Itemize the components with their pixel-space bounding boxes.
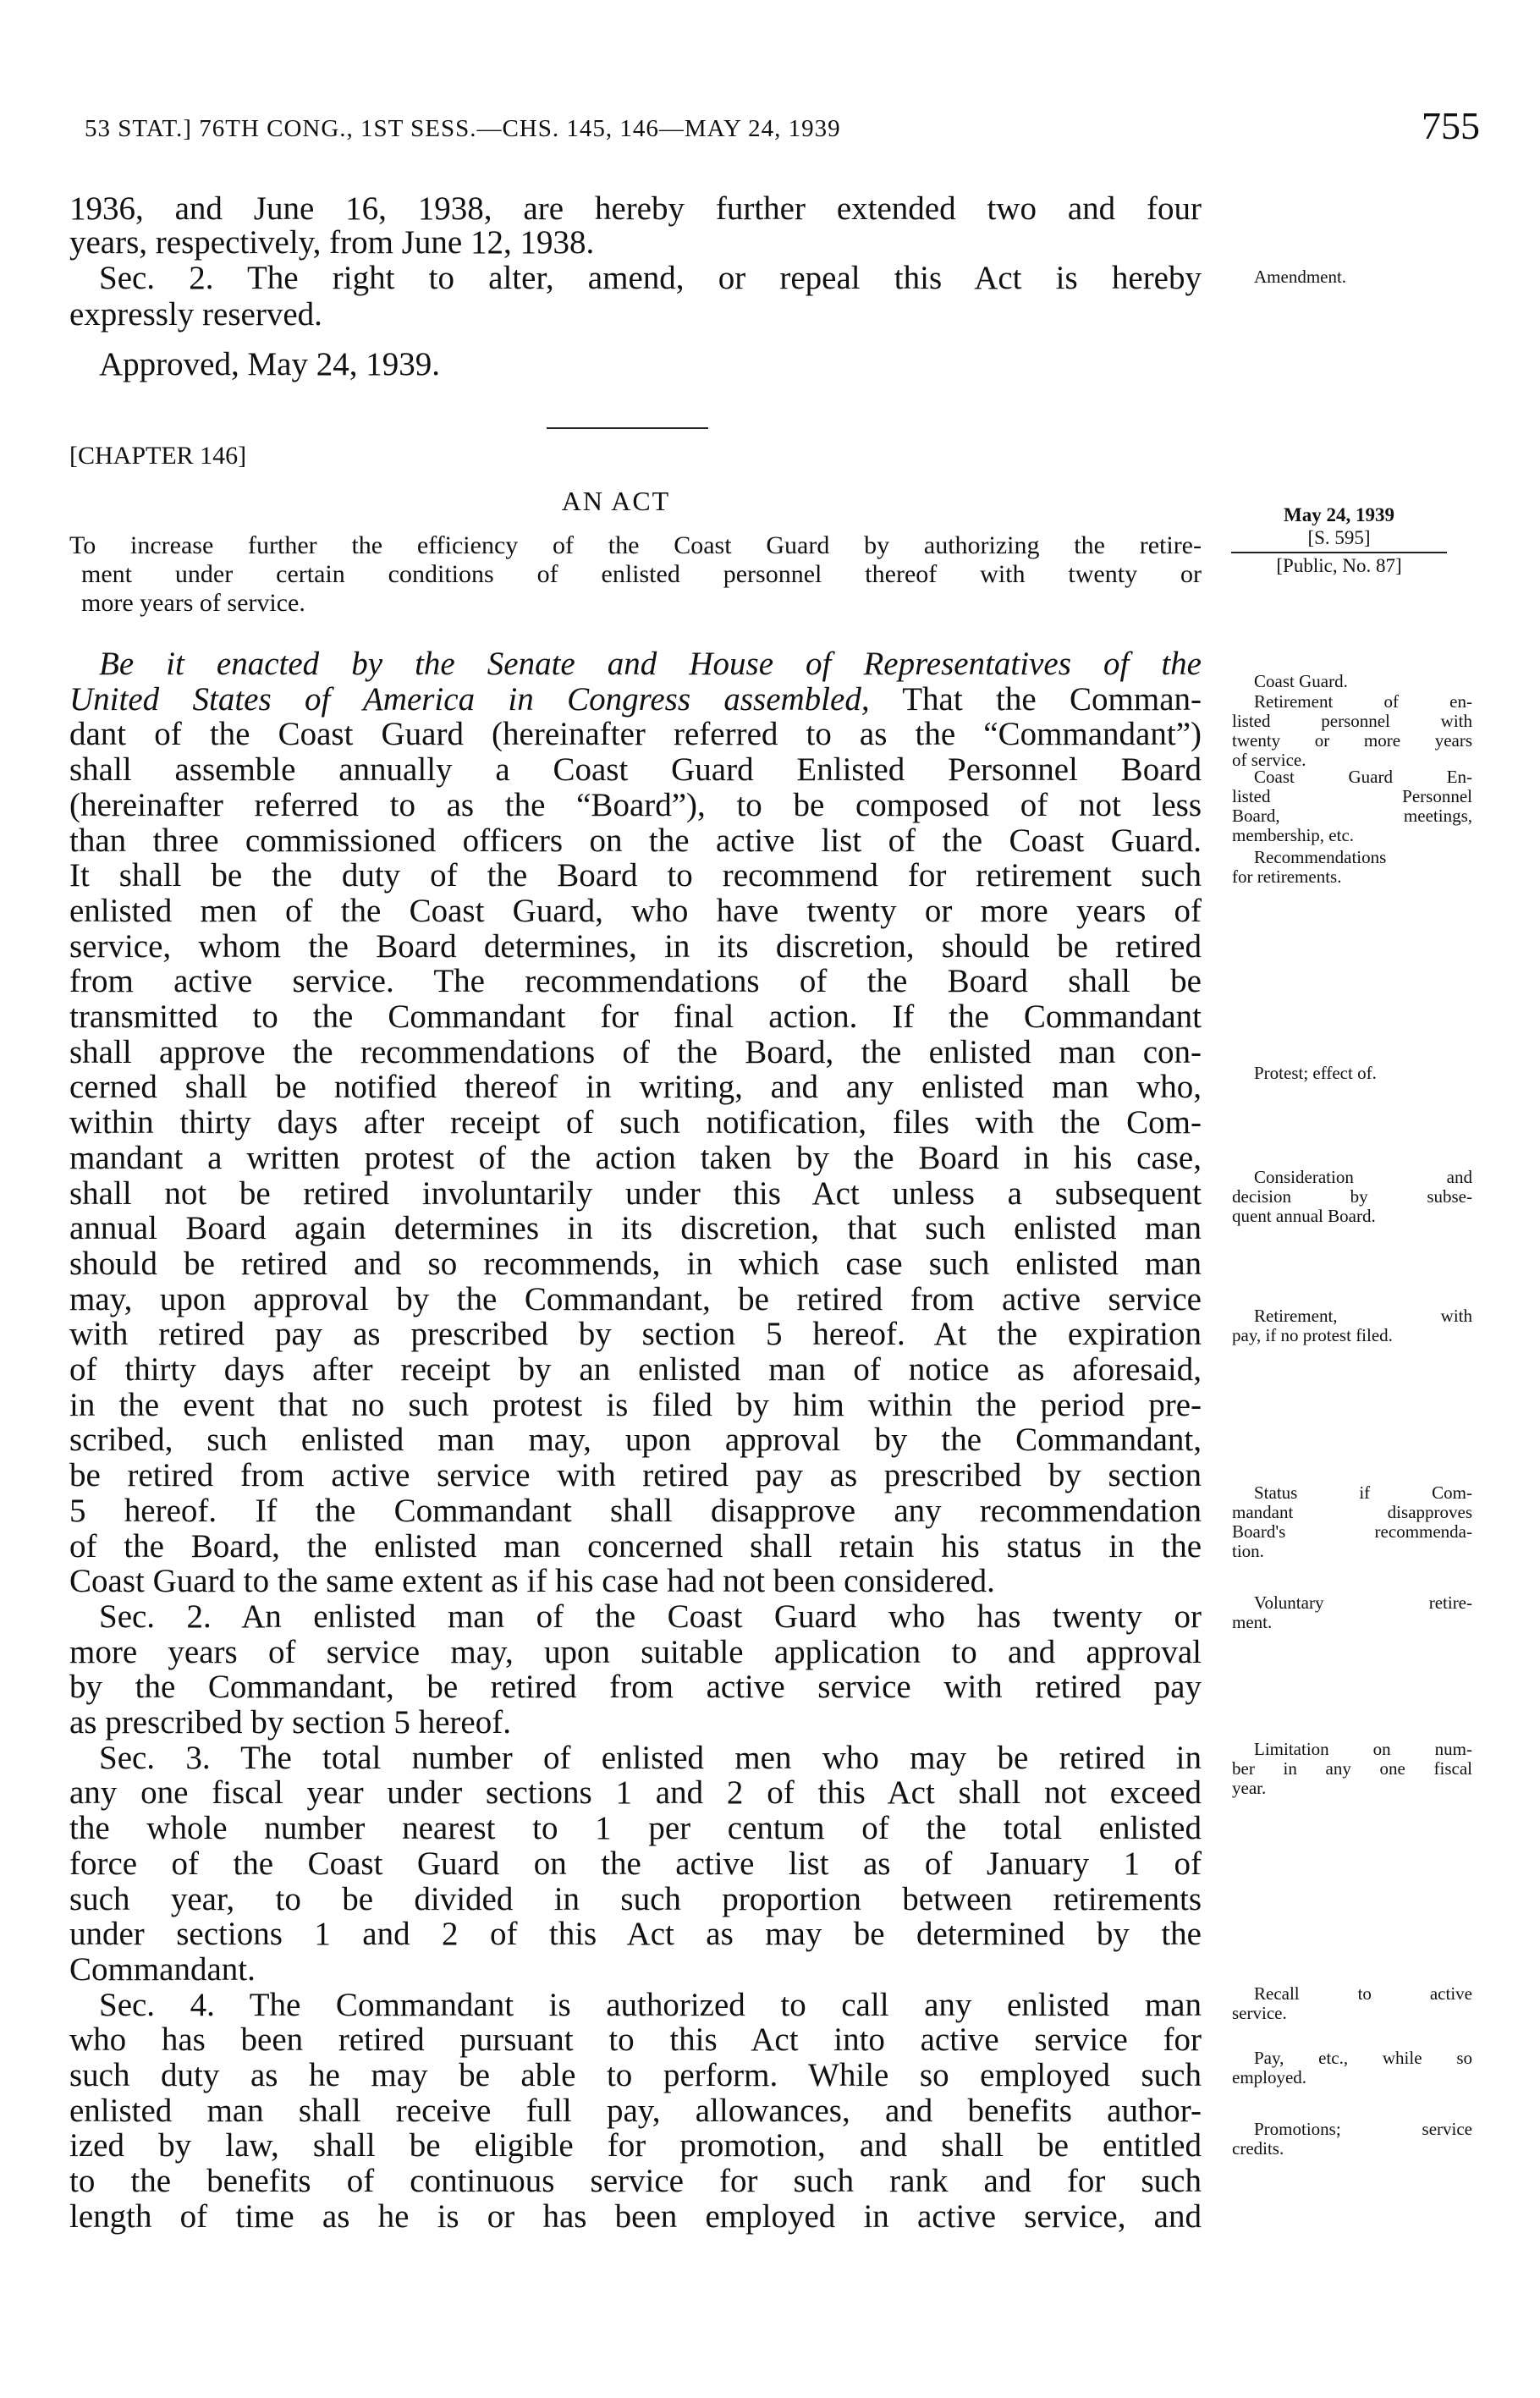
roman-text: Coast Guard to the same extent as if his case had not been considered. bbox=[69, 1563, 995, 1600]
body-line bbox=[69, 1246, 1202, 1282]
roman-text: 5 hereof. If the Commandant shall disapprove any recommendation bbox=[69, 1492, 1202, 1529]
body-line bbox=[69, 1458, 1202, 1493]
roman-text: of thirty days after receipt by an enlisted man of notice as aforesaid, bbox=[69, 1351, 1202, 1388]
margin-note-line: Recommendations bbox=[1254, 847, 1387, 867]
margin-note bbox=[1232, 267, 1472, 287]
roman-text: under sections 1 and 2 of this Act as may be determined by the bbox=[69, 1916, 1202, 1953]
margin-note-line: pay, if no protest filed. bbox=[1232, 1325, 1393, 1345]
margin-note bbox=[1232, 1740, 1472, 1798]
body-line bbox=[69, 2164, 1202, 2199]
roman-text: Sec. 3. The total number of enlisted men who may be retired in bbox=[99, 1739, 1202, 1776]
body-line bbox=[69, 1493, 1202, 1529]
margin-note bbox=[1232, 1483, 1472, 1561]
body-line bbox=[69, 1211, 1202, 1246]
roman-text: cerned shall be notified thereof in writing, and any enlisted man who, bbox=[69, 1069, 1202, 1106]
roman-text: It shall be the duty of the Board to recommend for retirement such bbox=[69, 857, 1202, 894]
title-line: To increase further the efficiency of the Coast Guard by authorizing the retire- bbox=[69, 531, 1202, 559]
text-line: Approved, May 24, 1939. bbox=[99, 346, 440, 382]
roman-text: shall approve the recommendations of the Board, the enlisted man con- bbox=[69, 1033, 1202, 1070]
body-line bbox=[69, 1705, 1202, 1741]
running-head: 53 STAT.] 76TH CONG., 1ST SESS.—CHS. 145, 146—MAY 24, 1939 bbox=[85, 115, 841, 142]
body-line bbox=[69, 788, 1202, 823]
margin-note-line: Promotions; service bbox=[1254, 2119, 1472, 2139]
body-line bbox=[69, 999, 1202, 1035]
body-line bbox=[99, 1988, 1202, 2023]
roman-text: length of time as he is or has been employed in active service, and bbox=[69, 2197, 1202, 2235]
roman-text: shall assemble annually a Coast Guard Enlisted Personnel Board bbox=[69, 751, 1202, 789]
roman-text: as prescribed by section 5 hereof. bbox=[69, 1704, 511, 1741]
roman-text: enlisted men of the Coast Guard, who have twenty or more years of bbox=[69, 892, 1202, 929]
page-number: 755 bbox=[1422, 104, 1480, 147]
margin-note-line: tion. bbox=[1232, 1541, 1264, 1561]
roman-text: more years of service may, upon suitable application to and approval bbox=[69, 1633, 1202, 1670]
title-line: ment under certain conditions of enlisted personnel thereof with twenty or bbox=[81, 560, 1202, 588]
body-line bbox=[69, 1317, 1202, 1352]
body-line bbox=[69, 1176, 1202, 1212]
body-line bbox=[69, 1388, 1202, 1423]
chapter-label: [CHAPTER 146] bbox=[69, 442, 247, 470]
body-line bbox=[69, 1635, 1202, 1670]
roman-text: be retired from active service with retired pay as prescribed by section bbox=[69, 1457, 1202, 1494]
roman-text: Commandant. bbox=[69, 1950, 256, 1988]
body-line bbox=[69, 1775, 1202, 1811]
roman-text: any one fiscal year under sections 1 and 2 of this Act shall not exceed bbox=[69, 1774, 1202, 1812]
body-line bbox=[69, 717, 1202, 752]
an-act-heading: AN ACT bbox=[561, 486, 671, 516]
body-line bbox=[69, 1917, 1202, 1952]
margin-note bbox=[1232, 767, 1472, 845]
body-line bbox=[69, 682, 1202, 718]
roman-text: transmitted to the Commandant for final action. If the Commandant bbox=[69, 998, 1202, 1035]
body-line bbox=[69, 1529, 1202, 1565]
roman-text: in the event that no such protest is filed by him within the period pre- bbox=[69, 1386, 1202, 1423]
margin-note-line: Limitation on num- bbox=[1254, 1739, 1472, 1759]
body-line bbox=[99, 1741, 1202, 1776]
margin-note-line: ment. bbox=[1232, 1612, 1273, 1632]
roman-text: annual Board again determines in its discretion, that such enlisted man bbox=[69, 1210, 1202, 1247]
margin-note-line: Status if Com- bbox=[1254, 1482, 1472, 1503]
margin-note-line: Protest; effect of. bbox=[1254, 1063, 1377, 1083]
margin-note bbox=[1232, 692, 1472, 770]
body-line bbox=[69, 1035, 1202, 1070]
margin-note bbox=[1232, 1593, 1472, 1632]
italic-text: United States of America in Congress assembled, bbox=[69, 680, 870, 718]
date-divider bbox=[1231, 552, 1447, 553]
body-line bbox=[69, 1105, 1202, 1141]
roman-text: from active service. The recommendations of the Board shall be bbox=[69, 963, 1202, 1000]
roman-text: the whole number nearest to 1 per centum of the total enlisted bbox=[69, 1810, 1202, 1847]
roman-text: than three commissioned officers on the active list of the Coast Guard. bbox=[69, 822, 1202, 859]
margin-note bbox=[1232, 1168, 1472, 1226]
body-line bbox=[99, 646, 1202, 682]
roman-text: scribed, such enlisted man may, upon approval by the Commandant, bbox=[69, 1422, 1202, 1459]
margin-note bbox=[1232, 848, 1472, 887]
margin-note bbox=[1232, 2049, 1472, 2087]
roman-text: Sec. 4. The Commandant is authorized to call any enlisted man bbox=[99, 1986, 1202, 2023]
text-line: expressly reserved. bbox=[69, 296, 322, 333]
body-line bbox=[69, 1070, 1202, 1105]
title-line: more years of service. bbox=[81, 589, 305, 617]
margin-note bbox=[1232, 1064, 1472, 1083]
text-line: years, respectively, from June 12, 1938. bbox=[69, 224, 595, 261]
margin-note-line: Coast Guard. bbox=[1254, 671, 1348, 691]
body-line bbox=[69, 1952, 1202, 1988]
margin-note-line: Consideration and bbox=[1254, 1167, 1472, 1187]
margin-note-line: credits. bbox=[1232, 2138, 1284, 2159]
margin-note-line: of service. bbox=[1232, 750, 1306, 770]
text-line: 1936, and June 16, 1938, are hereby further extended two and four bbox=[69, 190, 1202, 227]
margin-note-line: Pay, etc., while so bbox=[1254, 2048, 1472, 2068]
margin-note-line: Board, meetings, bbox=[1232, 806, 1472, 826]
margin-note-line: service. bbox=[1232, 2003, 1287, 2023]
body-line bbox=[69, 1422, 1202, 1458]
margin-note-line: Recall to active bbox=[1254, 1983, 1472, 2004]
body-line bbox=[69, 1352, 1202, 1388]
body-line bbox=[69, 858, 1202, 894]
body-line bbox=[69, 1141, 1202, 1176]
margin-note-line: employed. bbox=[1232, 2067, 1307, 2087]
margin-note bbox=[1232, 1984, 1472, 2023]
body-line bbox=[69, 2022, 1202, 2058]
public-law-number: [Public, No. 87] bbox=[1276, 555, 1402, 576]
margin-note-line: for retirements. bbox=[1232, 866, 1342, 887]
body-line bbox=[69, 929, 1202, 965]
margin-note-line: membership, etc. bbox=[1232, 825, 1355, 845]
margin-note-line: mandant disapproves bbox=[1232, 1502, 1472, 1522]
body-line bbox=[69, 1882, 1202, 1917]
roman-text: shall not be retired involuntarily under this Act unless a subsequent bbox=[69, 1174, 1202, 1212]
body-line bbox=[69, 2199, 1202, 2235]
body-line bbox=[69, 1811, 1202, 1846]
margin-note-line: Coast Guard En- bbox=[1254, 767, 1472, 787]
margin-note-line: listed personnel with bbox=[1232, 711, 1472, 731]
margin-note-line: ber in any one fiscal bbox=[1232, 1758, 1472, 1779]
italic-text: Be it enacted by the Senate and House of Representatives of the bbox=[99, 646, 1202, 682]
body-line bbox=[69, 1846, 1202, 1882]
roman-text: within thirty days after receipt of such notification, files with the Com- bbox=[69, 1104, 1202, 1141]
margin-note-line: quent annual Board. bbox=[1232, 1206, 1376, 1226]
body-line bbox=[69, 752, 1202, 788]
margin-note bbox=[1232, 2120, 1472, 2159]
roman-text: of the Board, the enlisted man concerned shall retain his status in the bbox=[69, 1527, 1202, 1565]
bill-number: [S. 595] bbox=[1307, 527, 1371, 548]
body-line bbox=[69, 1282, 1202, 1317]
roman-text: Sec. 2. An enlisted man of the Coast Guard who has twenty or bbox=[99, 1598, 1202, 1635]
margin-note bbox=[1232, 1306, 1472, 1345]
body-line bbox=[69, 823, 1202, 859]
margin-note-line: year. bbox=[1232, 1778, 1267, 1798]
roman-text: who has been retired pursuant to this Act into active service for bbox=[69, 2021, 1202, 2059]
body-line bbox=[99, 1599, 1202, 1635]
roman-text: dant of the Coast Guard (hereinafter referred to as the “Commandant”) bbox=[69, 716, 1202, 753]
roman-text: service, whom the Board determines, in its discretion, should be retired bbox=[69, 927, 1202, 965]
margin-note-line: twenty or more years bbox=[1232, 730, 1472, 751]
section-divider bbox=[547, 427, 708, 429]
body-line bbox=[69, 2058, 1202, 2093]
roman-text: force of the Coast Guard on the active list as of January 1 of bbox=[69, 1845, 1202, 1882]
margin-note-line: Board's recommenda- bbox=[1232, 1521, 1472, 1542]
margin-note-line: Retirement, with bbox=[1254, 1306, 1472, 1326]
roman-text: by the Commandant, be retired from active service with retired pay bbox=[69, 1669, 1202, 1706]
body-line bbox=[69, 894, 1202, 929]
body-line bbox=[69, 1564, 1202, 1599]
roman-text: with retired pay as prescribed by section 5 hereof. At the expiration bbox=[69, 1316, 1202, 1353]
margin-note bbox=[1232, 672, 1472, 691]
roman-text: enlisted man shall receive full pay, allowances, and benefits author- bbox=[69, 2092, 1202, 2129]
roman-text: should be retired and so recommends, in which case such enlisted man bbox=[69, 1245, 1202, 1282]
body-line bbox=[69, 964, 1202, 999]
margin-note-line: listed Personnel bbox=[1232, 786, 1472, 806]
roman-text: such duty as he may be able to perform. While so employed such bbox=[69, 2057, 1202, 2093]
roman-text: (hereinafter referred to as the “Board”), to be composed of not less bbox=[69, 786, 1202, 823]
act-date: May 24, 1939 bbox=[1284, 504, 1394, 525]
roman-text: ized by law, shall be eligible for promotion, and shall be entitled bbox=[69, 2127, 1202, 2164]
margin-note-line: Retirement of en- bbox=[1254, 691, 1472, 712]
roman-text: may, upon approval by the Commandant, be retired from active service bbox=[69, 1280, 1202, 1317]
body-line bbox=[69, 2128, 1202, 2164]
body-line bbox=[69, 1669, 1202, 1705]
roman-text: to the benefits of continuous service for such rank and for such bbox=[69, 2163, 1202, 2200]
roman-text: mandant a written protest of the action taken by the Board in his case, bbox=[69, 1139, 1202, 1176]
body-line bbox=[69, 2093, 1202, 2129]
margin-note-line: decision by subse- bbox=[1232, 1186, 1472, 1207]
text-line: Sec. 2. The right to alter, amend, or repeal this Act is hereby bbox=[99, 260, 1202, 296]
margin-note-line: Voluntary retire- bbox=[1254, 1592, 1472, 1613]
margin-note-line: Amendment. bbox=[1254, 267, 1347, 287]
roman-text: such year, to be divided in such proportion between retirements bbox=[69, 1880, 1202, 1917]
roman-text: That the Comman- bbox=[869, 680, 1202, 718]
